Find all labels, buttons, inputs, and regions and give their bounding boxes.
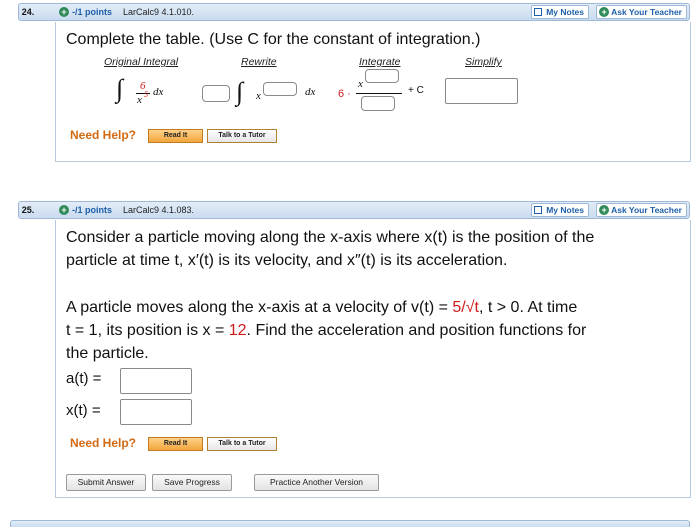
my-notes-button[interactable] (531, 203, 589, 217)
read-it-button[interactable]: Read It (148, 129, 203, 143)
header-rewrite: Rewrite (241, 56, 277, 68)
dx-label: dx (153, 86, 164, 98)
points-label: -/1 points (72, 205, 112, 215)
my-notes-label: My Notes (546, 7, 584, 17)
original-integral (116, 76, 176, 110)
rewrite-exponent-input[interactable] (263, 82, 297, 96)
question-25-body (55, 220, 691, 498)
velocity-intro: A particle moves along the x-axis at a velocity of v(t) = (66, 299, 453, 316)
expand-plus-icon[interactable]: + (59, 205, 69, 215)
velocity-condition: , t > 0. At time (478, 299, 578, 316)
question-text-line-1: Consider a particle moving along the x-axis where x(t) is the position of the (66, 229, 595, 246)
my-notes-label: My Notes (546, 205, 584, 215)
question-24-body (55, 22, 691, 162)
exponent: 5 (144, 90, 148, 99)
integral-sign: ∫ (116, 74, 124, 103)
question-text-line-5: the particle. (66, 345, 149, 362)
position-function-label: x(t) = (66, 402, 101, 419)
integrate-denominator-input[interactable] (361, 96, 395, 111)
question-25-header (18, 201, 690, 219)
practice-another-version-button[interactable]: Practice Another Version (254, 474, 379, 491)
submit-answer-button[interactable]: Submit Answer (66, 474, 146, 491)
acceleration-label: a(t) = (66, 370, 102, 387)
question-number: 24. (21, 7, 35, 17)
rewrite-x: x (256, 90, 261, 102)
ask-teacher-label: Ask Your Teacher (611, 7, 682, 17)
position-value: 12 (228, 322, 247, 339)
rewrite-integral-sign: ∫ (236, 77, 244, 106)
note-checkbox-icon (534, 8, 542, 16)
points-label: -/1 points (72, 7, 112, 17)
talk-to-tutor-button[interactable]: Talk to a Tutor (207, 437, 277, 451)
plus-icon: + (599, 7, 609, 17)
need-help-label: Need Help? (70, 128, 137, 142)
integrate-x: x (358, 78, 363, 90)
question-24-header (18, 3, 690, 21)
source-label: LarCalc9 4.1.083. (123, 205, 195, 215)
question-text-line-4 (66, 319, 586, 342)
ask-teacher-button[interactable] (596, 5, 687, 19)
question-number: 25. (21, 205, 35, 215)
velocity-value: 5/√t (452, 299, 479, 316)
position-function-input[interactable] (120, 399, 192, 425)
question-prompt: Complete the table. (Use C for the constant of integration.) (66, 31, 481, 48)
header-integrate: Integrate (359, 56, 401, 68)
rewrite-coefficient-input[interactable] (202, 85, 230, 102)
need-help-label: Need Help? (70, 436, 137, 450)
source-label: LarCalc9 4.1.010. (123, 7, 195, 17)
question-text-line-2: particle at time t, x′(t) is its velocity, and x″(t) is its acceleration. (66, 252, 508, 269)
read-it-button[interactable]: Read It (148, 437, 203, 451)
header-original-integral: Original Integral (104, 56, 179, 68)
integrate-coefficient: 6 · (338, 88, 351, 100)
position-intro: t = 1, its position is x = (66, 322, 229, 339)
talk-to-tutor-button[interactable]: Talk to a Tutor (207, 129, 277, 143)
integrate-fraction-bar (356, 93, 402, 94)
next-question-header-edge (10, 520, 690, 527)
plus-icon: + (599, 205, 609, 215)
rewrite-dx-label: dx (305, 86, 316, 98)
integrate-exponent-input[interactable] (365, 69, 399, 83)
plus-c-label: + C (408, 85, 424, 96)
save-progress-button[interactable]: Save Progress (152, 474, 232, 491)
header-simplify: Simplify (465, 56, 502, 68)
expand-plus-icon[interactable]: + (59, 7, 69, 17)
simplify-input[interactable] (445, 78, 518, 104)
ask-teacher-button[interactable] (596, 203, 687, 217)
position-task: . Find the acceleration and position functions for (246, 322, 587, 339)
acceleration-input[interactable] (120, 368, 192, 394)
fraction-numerator: 6 (140, 80, 146, 92)
note-checkbox-icon (534, 206, 542, 214)
my-notes-button[interactable] (531, 5, 589, 19)
question-text-line-3 (66, 296, 577, 319)
ask-teacher-label: Ask Your Teacher (611, 205, 682, 215)
fraction-denominator: x (137, 94, 142, 106)
